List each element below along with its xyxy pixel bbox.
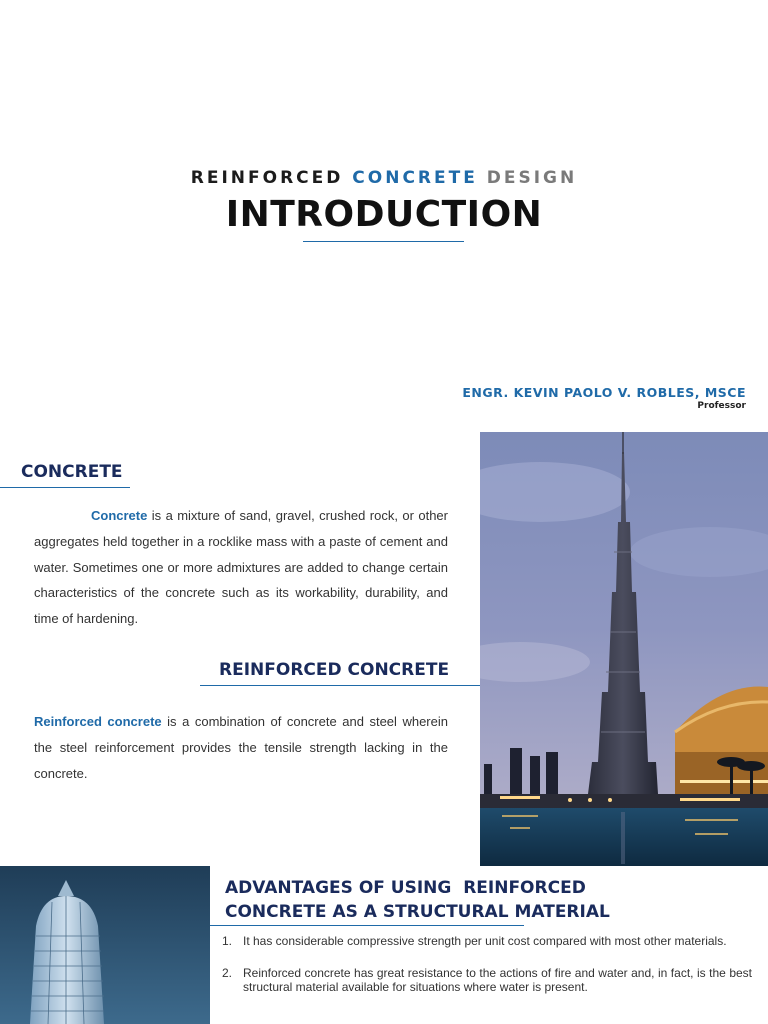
concrete-text: is a mixture of sand, gravel, crushed rock, or other aggregates held together in a rocklike mass with a paste of cement and water. Sometimes one or more admixtures are added to change certain characteristics of the concrete such as its workability, durability, and time of hardening.	[34, 508, 448, 627]
skyscraper-photo	[480, 432, 768, 866]
reinforced-term: Reinforced concrete	[34, 714, 162, 729]
concrete-heading-divider	[0, 487, 130, 488]
advantages-heading-line2: CONCRETE AS A STRUCTURAL MATERIAL	[225, 902, 610, 922]
list-item-text: It has considerable compressive strength per unit cost compared with most other materials.	[243, 934, 727, 948]
kicker-word-reinforced: REINFORCED	[190, 168, 344, 188]
concrete-term: Concrete	[91, 508, 148, 523]
list-item-text: Reinforced concrete has great resistance to the actions of fire and water and, in fact, is the best structural material available for situations where water is present.	[243, 966, 752, 994]
list-item	[222, 966, 752, 994]
advantages-list	[222, 934, 752, 1012]
list-item-number: 2.	[222, 966, 233, 980]
concrete-paragraph	[34, 503, 448, 632]
reinforced-heading-divider	[200, 685, 480, 686]
kicker-word-concrete: CONCRETE	[352, 168, 478, 188]
glass-building-photo	[0, 866, 210, 1024]
reinforced-paragraph	[34, 709, 448, 786]
author-role: Professor	[697, 401, 746, 411]
title-divider	[303, 241, 464, 242]
concrete-heading: CONCRETE	[21, 462, 123, 482]
page-title: INTRODUCTION	[225, 194, 543, 235]
reinforced-text: is a combination of concrete and steel wherein the steel reinforcement provides the tensile strength lacking in the concrete.	[34, 714, 448, 781]
advantages-heading	[225, 876, 705, 924]
advantages-heading-line1: ADVANTAGES OF USING REINFORCED	[225, 878, 586, 898]
course-kicker	[0, 168, 768, 188]
list-item-number: 1.	[222, 934, 233, 948]
author-name: ENGR. KEVIN PAOLO V. ROBLES, MSCE	[462, 385, 746, 400]
list-item	[222, 934, 752, 948]
reinforced-concrete-heading: REINFORCED CONCRETE	[219, 660, 450, 680]
advantages-heading-divider	[210, 925, 524, 926]
kicker-word-design: DESIGN	[486, 168, 578, 188]
